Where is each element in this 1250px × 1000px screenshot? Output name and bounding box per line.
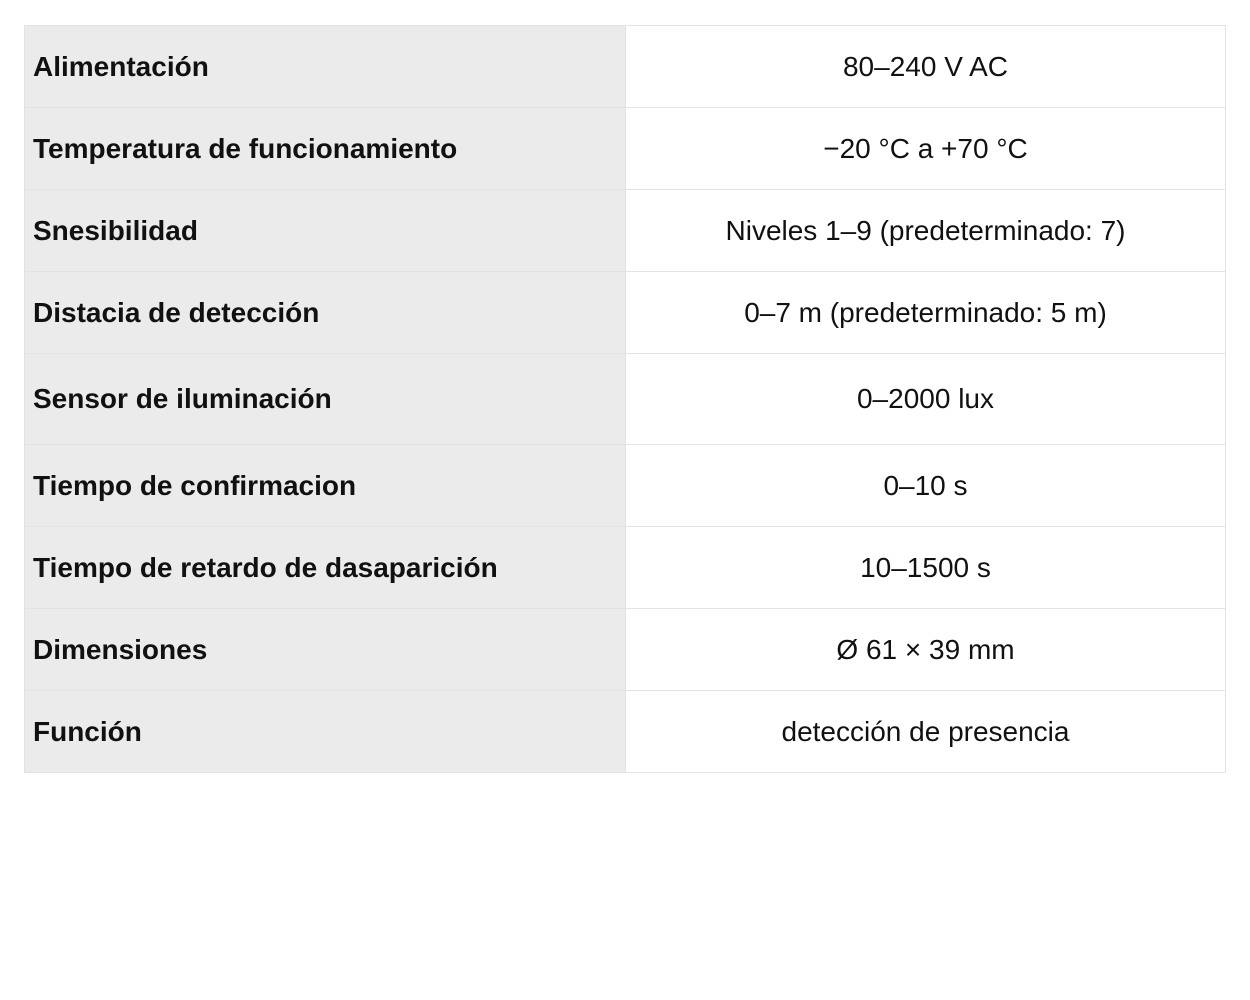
spec-table: [24, 25, 1226, 773]
table-row: [25, 527, 1226, 609]
spec-value: detección de presencia: [626, 691, 1226, 773]
table-row: [25, 108, 1226, 190]
table-row: [25, 272, 1226, 354]
table-row: [25, 354, 1226, 445]
table-row: [25, 691, 1226, 773]
spec-value: Ø 61 × 39 mm: [626, 609, 1226, 691]
spec-label: Distacia de detección: [25, 272, 626, 354]
table-row: [25, 190, 1226, 272]
spec-label: Temperatura de funcionamiento: [25, 108, 626, 190]
spec-label: Dimensiones: [25, 609, 626, 691]
spec-label: Snesibilidad: [25, 190, 626, 272]
spec-value: −20 °C a +70 °C: [626, 108, 1226, 190]
spec-value: Niveles 1–9 (predeterminado: 7): [626, 190, 1226, 272]
spec-value: 0–2000 lux: [626, 354, 1226, 445]
spec-label: Sensor de iluminación: [25, 354, 626, 445]
spec-label: Alimentación: [25, 26, 626, 108]
spec-value: 80–240 V AC: [626, 26, 1226, 108]
spec-value: 0–7 m (predeterminado: 5 m): [626, 272, 1226, 354]
table-row: [25, 26, 1226, 108]
spec-label: Función: [25, 691, 626, 773]
table-row: [25, 445, 1226, 527]
spec-value: 10–1500 s: [626, 527, 1226, 609]
spec-label: Tiempo de confirmacion: [25, 445, 626, 527]
spec-label: Tiempo de retardo de dasaparición: [25, 527, 626, 609]
spec-value: 0–10 s: [626, 445, 1226, 527]
table-row: [25, 609, 1226, 691]
